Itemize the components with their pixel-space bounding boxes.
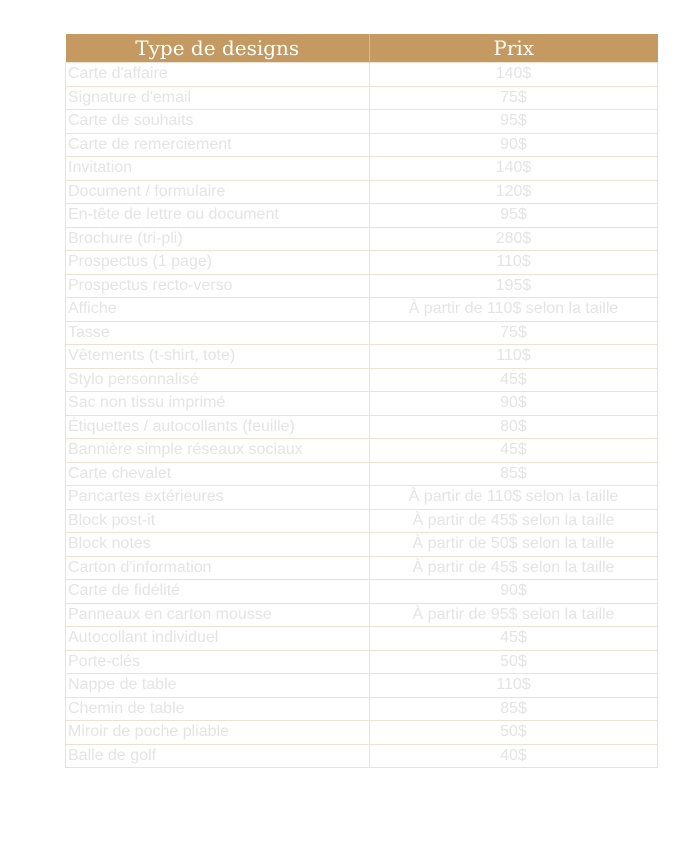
design-type-cell: Carton d'information <box>66 556 370 580</box>
design-type-cell: Carte d'affaire <box>66 63 370 87</box>
price-cell: À partir de 110$ selon la taille <box>370 298 658 322</box>
table-header <box>66 34 658 63</box>
table-row <box>66 274 658 298</box>
price-cell: 50$ <box>370 721 658 745</box>
table-row <box>66 157 658 181</box>
design-type-cell: Nappe de table <box>66 674 370 698</box>
table-row <box>66 744 658 768</box>
price-table <box>65 34 658 768</box>
price-cell: 75$ <box>370 321 658 345</box>
design-type-cell: Sac non tissu imprimé <box>66 392 370 416</box>
table-row <box>66 227 658 251</box>
header-type-de-designs: Type de designs <box>66 34 370 63</box>
table-row <box>66 603 658 627</box>
design-type-cell: Block notes <box>66 533 370 557</box>
design-type-cell: Vêtements (t-shirt, tote) <box>66 345 370 369</box>
price-cell: À partir de 95$ selon la taille <box>370 603 658 627</box>
table-row <box>66 204 658 228</box>
price-cell: 90$ <box>370 392 658 416</box>
price-cell: 90$ <box>370 133 658 157</box>
table-row <box>66 627 658 651</box>
price-cell: 90$ <box>370 580 658 604</box>
table-row <box>66 63 658 87</box>
price-cell: 95$ <box>370 204 658 228</box>
table-row <box>66 298 658 322</box>
price-cell: 40$ <box>370 744 658 768</box>
design-type-cell: Signature d'email <box>66 86 370 110</box>
design-type-cell: En-tête de lettre ou document <box>66 204 370 228</box>
price-cell: 50$ <box>370 650 658 674</box>
price-cell: 45$ <box>370 368 658 392</box>
table-row <box>66 533 658 557</box>
design-type-cell: Prospectus recto-verso <box>66 274 370 298</box>
price-cell: 80$ <box>370 415 658 439</box>
design-type-cell: Carte de remerciement <box>66 133 370 157</box>
table-row <box>66 650 658 674</box>
price-cell: 45$ <box>370 627 658 651</box>
design-type-cell: Document / formulaire <box>66 180 370 204</box>
header-prix: Prix <box>370 34 658 63</box>
design-type-cell: Bannière simple réseaux sociaux <box>66 439 370 463</box>
design-type-cell: Miroir de poche pliable <box>66 721 370 745</box>
design-type-cell: Panneaux en carton mousse <box>66 603 370 627</box>
table-row <box>66 251 658 275</box>
price-cell: 280$ <box>370 227 658 251</box>
table-row <box>66 674 658 698</box>
price-cell: 85$ <box>370 697 658 721</box>
table-body <box>66 63 658 768</box>
design-type-cell: Tasse <box>66 321 370 345</box>
table-row <box>66 133 658 157</box>
design-type-cell: Porte-clés <box>66 650 370 674</box>
price-cell: 120$ <box>370 180 658 204</box>
table-row <box>66 180 658 204</box>
design-type-cell: Affiche <box>66 298 370 322</box>
table-row <box>66 110 658 134</box>
price-cell: À partir de 45$ selon la taille <box>370 556 658 580</box>
price-cell: À partir de 50$ selon la taille <box>370 533 658 557</box>
table-row <box>66 697 658 721</box>
price-cell: 75$ <box>370 86 658 110</box>
table-row <box>66 415 658 439</box>
table-row <box>66 509 658 533</box>
design-type-cell: Pancartes extérieures <box>66 486 370 510</box>
table-row <box>66 368 658 392</box>
price-cell: 110$ <box>370 251 658 275</box>
design-type-cell: Chemin de table <box>66 697 370 721</box>
table-row <box>66 721 658 745</box>
price-cell: 95$ <box>370 110 658 134</box>
design-type-cell: Balle de golf <box>66 744 370 768</box>
table-row <box>66 486 658 510</box>
table-row <box>66 556 658 580</box>
design-type-cell: Étiquettes / autocollants (feuille) <box>66 415 370 439</box>
price-cell: À partir de 110$ selon la taille <box>370 486 658 510</box>
table-row <box>66 86 658 110</box>
table-row <box>66 439 658 463</box>
price-cell: 45$ <box>370 439 658 463</box>
price-cell: À partir de 45$ selon la taille <box>370 509 658 533</box>
price-cell: 110$ <box>370 674 658 698</box>
design-type-cell: Block post-it <box>66 509 370 533</box>
design-type-cell: Invitation <box>66 157 370 181</box>
price-cell: 85$ <box>370 462 658 486</box>
price-cell: 195$ <box>370 274 658 298</box>
design-type-cell: Stylo personnalisé <box>66 368 370 392</box>
price-cell: 110$ <box>370 345 658 369</box>
design-type-cell: Autocollant individuel <box>66 627 370 651</box>
design-type-cell: Carte chevalet <box>66 462 370 486</box>
design-type-cell: Carte de souhaits <box>66 110 370 134</box>
table-row <box>66 462 658 486</box>
table-row <box>66 580 658 604</box>
design-type-cell: Carte de fidélité <box>66 580 370 604</box>
table-row <box>66 345 658 369</box>
header-row <box>66 34 658 63</box>
price-cell: 140$ <box>370 63 658 87</box>
design-type-cell: Brochure (tri-pli) <box>66 227 370 251</box>
table-row <box>66 392 658 416</box>
design-type-cell: Prospectus (1 page) <box>66 251 370 275</box>
table-row <box>66 321 658 345</box>
price-cell: 140$ <box>370 157 658 181</box>
